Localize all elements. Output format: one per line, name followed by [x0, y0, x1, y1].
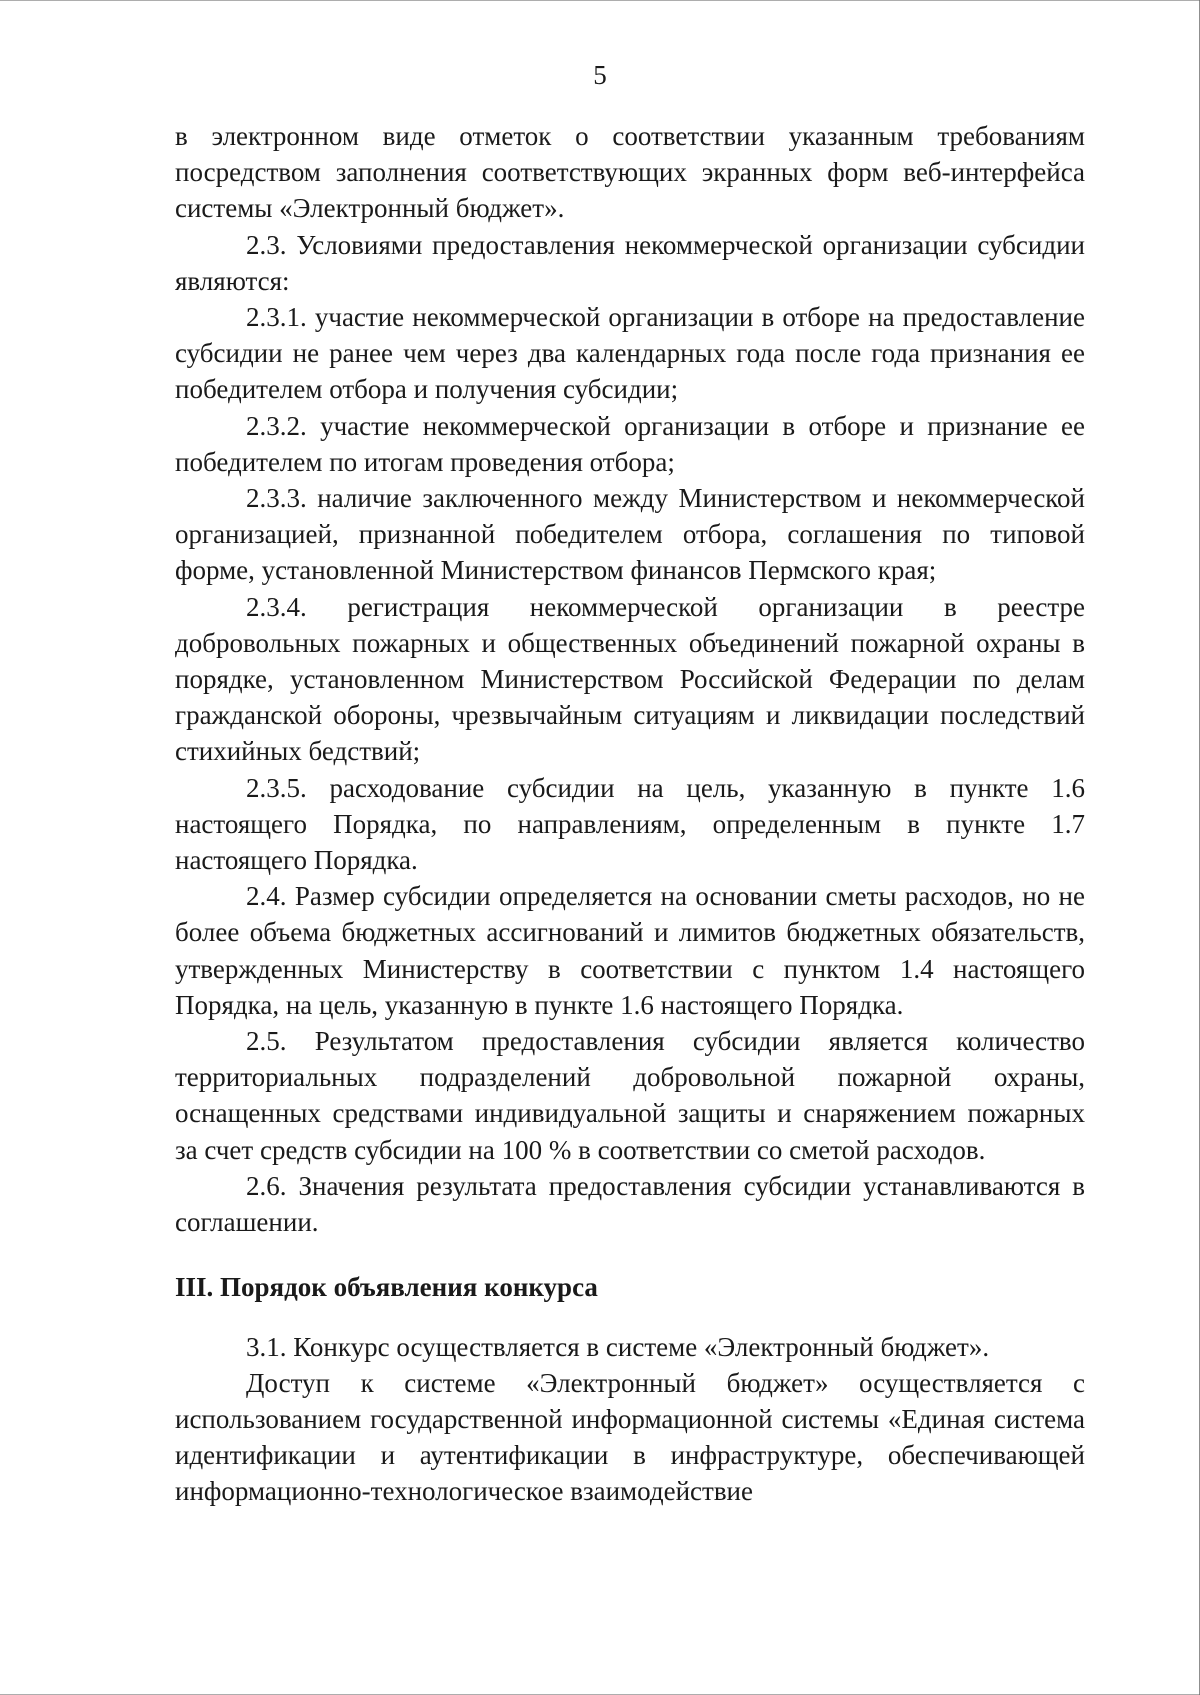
- paragraph-2-3-3: 2.3.3. наличие заключенного между Министерством и некоммерческой организацией, признанной победителем отбора, соглашения по типовой форме, установленной Министерством финансов Пермского края;: [175, 483, 1085, 586]
- paragraph-2-6: 2.6. Значения результата предоставления субсидии устанавливаются в соглашении.: [175, 1170, 1085, 1238]
- paragraph-2-3-2: 2.3.2. участие некоммерческой организации в отборе и признание ее победителем по итогам проведения отбора;: [175, 410, 1085, 477]
- paragraph-access: Доступ к системе «Электронный бюджет» осуществляется с использованием государственной информационной системы «Единая система идентификации и аутентификации в инфраструктуре, обеспечивающей информационно-технологическое взаимодействие: [175, 1367, 1085, 1507]
- page-number: 5: [593, 60, 607, 90]
- paragraph-2-5: 2.5. Результатом предоставления субсидии является количество территориальных подразделений добровольной пожарной охраны, оснащенных средствами индивидуальной защиты и снаряжением пожарных за счет средств субсидии на 100 % в соответствии со сметой расходов.: [175, 1026, 1085, 1165]
- paragraph-2-4: 2.4. Размер субсидии определяется на основании сметы расходов, но не более объема бюджетных ассигнований и лимитов бюджетных обязательств, утвержденных Министерству в соответствии с пунктом 1.4 настоящего Порядка, на цель, указанную в пункте 1.6 настоящего Порядка.: [175, 881, 1085, 1020]
- scan-edge-top: [0, 0, 1200, 1]
- paragraph-2-3-4: 2.3.4. регистрация некоммерческой организации в реестре добровольных пожарных и общественных объединений пожарной охраны в порядке, установленном Министерством Российской Федерации по делам гражданской обороны, чрезвычайным ситуациям и ликвидации последствий стихийных бедствий;: [175, 591, 1085, 767]
- paragraph-2-3-5: 2.3.5. расходование субсидии на цель, указанную в пункте 1.6 настоящего Порядка, по направлениям, определенным в пункте 1.7 настоящего Порядка.: [175, 772, 1085, 876]
- section-heading: III. Порядок объявления конкурса: [175, 1272, 598, 1303]
- document-body: [175, 118, 1085, 1510]
- paragraph-2-3-1: 2.3.1. участие некоммерческой организации в отборе на предоставление субсидии не ранее чем через два календарных года после года признания ее победителем отбора и получения субсидии;: [175, 302, 1085, 405]
- paragraph-continuation: в электронном виде отметок о соответствии указанным требованиям посредством заполнения соответствующих экранных форм веб-интерфейса системы «Электронный бюджет».: [175, 121, 1085, 224]
- paragraph-2-3: 2.3. Условиями предоставления некоммерческой организации субсидии являются:: [175, 229, 1085, 296]
- paragraph-3-1: 3.1. Конкурс осуществляется в системе «Электронный бюджет».: [246, 1331, 990, 1362]
